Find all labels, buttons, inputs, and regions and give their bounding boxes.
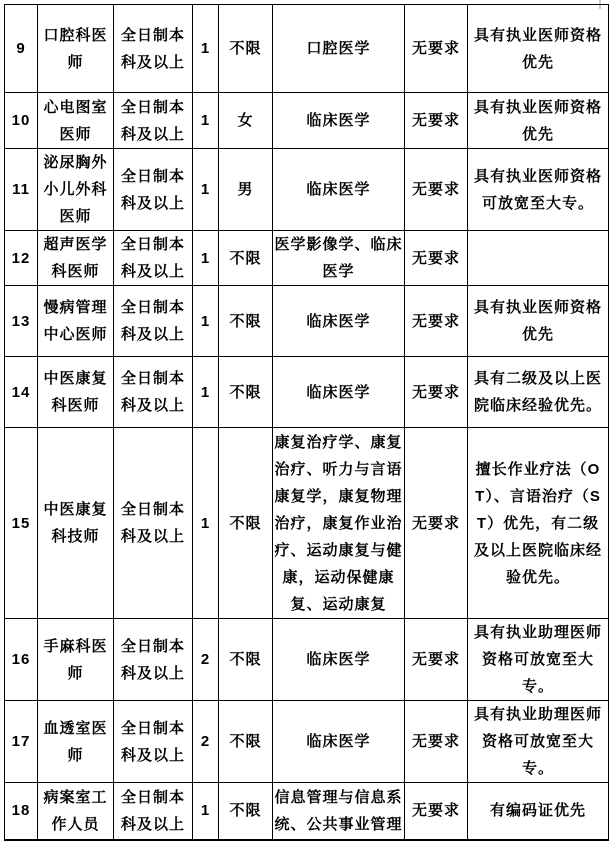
cell-education: 全日制本科及以上 [114, 149, 193, 231]
cell-gender: 不限 [219, 619, 273, 701]
table-row [5, 701, 609, 783]
cell-education: 全日制本科及以上 [114, 619, 193, 701]
cell-row-number: 13 [5, 286, 38, 357]
cell-major: 临床医学 [273, 93, 405, 149]
cell-position: 口腔科医师 [38, 5, 114, 93]
cell-major: 康复治疗学、康复治疗、听力与言语康复学，康复物理治疗，康复作业治疗、运动康复与健康，运动保健康复、运动康复 [273, 428, 405, 619]
table-row [5, 286, 609, 357]
cell-major: 信息管理与信息系统、公共事业管理 [273, 783, 405, 840]
cell-education: 全日制本科及以上 [114, 701, 193, 783]
cell-count: 1 [193, 286, 219, 357]
table-row [5, 428, 609, 619]
cell-requirement: 无要求 [405, 428, 468, 619]
cell-education: 全日制本科及以上 [114, 231, 193, 286]
table-row [5, 149, 609, 231]
cell-major: 临床医学 [273, 149, 405, 231]
cell-count: 1 [193, 231, 219, 286]
cell-row-number: 18 [5, 783, 38, 840]
cell-notes: 具有二级及以上医院临床经验优先。 [468, 357, 609, 428]
cell-count: 2 [193, 619, 219, 701]
cell-gender: 不限 [219, 357, 273, 428]
cell-gender: 不限 [219, 783, 273, 840]
cell-count: 1 [193, 357, 219, 428]
cell-gender: 女 [219, 93, 273, 149]
cell-requirement: 无要求 [405, 149, 468, 231]
cell-education: 全日制本科及以上 [114, 93, 193, 149]
cell-requirement: 无要求 [405, 619, 468, 701]
cell-notes: 具有执业医师资格优先 [468, 286, 609, 357]
cell-position: 中医康复科技师 [38, 428, 114, 619]
cell-row-number: 14 [5, 357, 38, 428]
cell-major: 临床医学 [273, 619, 405, 701]
cell-count: 1 [193, 149, 219, 231]
cell-position: 心电图室医师 [38, 93, 114, 149]
cell-education: 全日制本科及以上 [114, 286, 193, 357]
table-row [5, 619, 609, 701]
cell-major: 医学影像学、临床医学 [273, 231, 405, 286]
cell-position: 慢病管理中心医师 [38, 286, 114, 357]
cell-major: 口腔医学 [273, 5, 405, 93]
cell-major: 临床医学 [273, 701, 405, 783]
cell-notes [468, 231, 609, 286]
cell-position: 泌尿胸外小儿外科医师 [38, 149, 114, 231]
cell-education: 全日制本科及以上 [114, 428, 193, 619]
cell-position: 超声医学科医师 [38, 231, 114, 286]
cell-position: 中医康复科医师 [38, 357, 114, 428]
cell-requirement: 无要求 [405, 701, 468, 783]
cell-gender: 不限 [219, 5, 273, 93]
cell-row-number: 10 [5, 93, 38, 149]
cell-gender: 不限 [219, 701, 273, 783]
cell-row-number: 17 [5, 701, 38, 783]
cell-notes: 擅长作业疗法（OT）、言语治疗（ST）优先，有二级及以上医院临床经验优先。 [468, 428, 609, 619]
cell-position: 血透室医师 [38, 701, 114, 783]
cell-education: 全日制本科及以上 [114, 357, 193, 428]
cell-requirement: 无要求 [405, 5, 468, 93]
cell-notes: 具有执业助理医师资格可放宽至大专。 [468, 701, 609, 783]
table-row [5, 783, 609, 840]
cell-count: 1 [193, 428, 219, 619]
cell-major: 临床医学 [273, 357, 405, 428]
table-row [5, 357, 609, 428]
cell-notes: 具有执业医师资格可放宽至大专。 [468, 149, 609, 231]
cell-major: 临床医学 [273, 286, 405, 357]
table-row [5, 93, 609, 149]
table-body [5, 5, 609, 840]
recruitment-positions-table [4, 4, 609, 841]
cell-count: 1 [193, 783, 219, 840]
cell-position: 病案室工作人员 [38, 783, 114, 840]
cell-count: 1 [193, 93, 219, 149]
cell-requirement: 无要求 [405, 231, 468, 286]
cell-row-number: 12 [5, 231, 38, 286]
table-row [5, 5, 609, 93]
cell-gender: 不限 [219, 231, 273, 286]
cell-count: 1 [193, 5, 219, 93]
cell-row-number: 11 [5, 149, 38, 231]
table-row [5, 231, 609, 286]
cell-requirement: 无要求 [405, 286, 468, 357]
cell-row-number: 16 [5, 619, 38, 701]
cell-gender: 不限 [219, 286, 273, 357]
cell-notes: 具有执业医师资格优先 [468, 5, 609, 93]
cell-notes: 有编码证优先 [468, 783, 609, 840]
cell-notes: 具有执业助理医师资格可放宽至大专。 [468, 619, 609, 701]
cell-requirement: 无要求 [405, 783, 468, 840]
cell-requirement: 无要求 [405, 93, 468, 149]
cell-gender: 不限 [219, 428, 273, 619]
cell-education: 全日制本科及以上 [114, 783, 193, 840]
cell-position: 手麻科医师 [38, 619, 114, 701]
cell-requirement: 无要求 [405, 357, 468, 428]
cell-notes: 具有执业医师资格优先 [468, 93, 609, 149]
cell-row-number: 15 [5, 428, 38, 619]
cell-row-number: 9 [5, 5, 38, 93]
cell-gender: 男 [219, 149, 273, 231]
cell-count: 2 [193, 701, 219, 783]
cell-education: 全日制本科及以上 [114, 5, 193, 93]
